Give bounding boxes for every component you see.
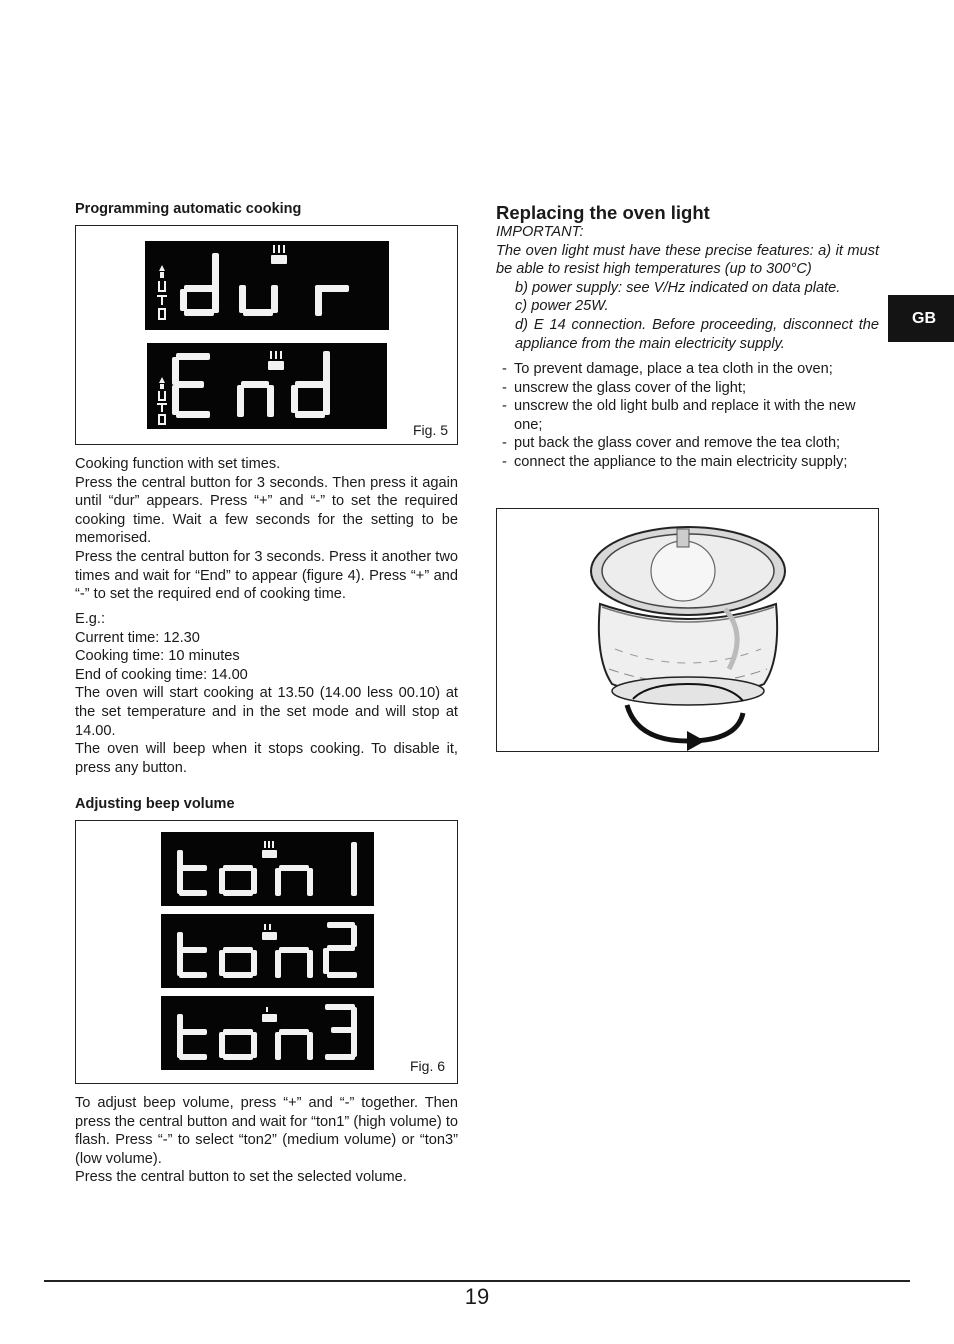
lcd-display-dur — [145, 241, 389, 330]
paragraph: Press the central button for 3 seconds. Press it another two times and wait for “End” to appear (figure 4). Press “+” and “-” to set the required end of cooking time. — [75, 548, 458, 603]
section-heading-oven-light: Replacing the oven light — [496, 202, 710, 223]
important-line: b) power supply: see V/Hz indicated on data plate. — [515, 279, 841, 296]
paragraph: Cooking function with set times. — [75, 456, 281, 472]
list-item: - To prevent damage, place a tea cloth in the oven; — [496, 360, 879, 379]
paragraph: The oven will beep when it stops cooking. To disable it, press any button. — [75, 741, 458, 776]
paragraph: Cooking time: 10 minutes — [75, 648, 240, 665]
oven-light-figure — [496, 508, 879, 752]
steps-list — [496, 360, 879, 472]
paragraph: Press the central button to set the selected volume. — [75, 1169, 407, 1186]
segment-text-ton1 — [161, 832, 374, 906]
paragraph: E.g.: — [75, 611, 106, 627]
oven-light-illustration — [497, 509, 878, 751]
figure-label: Fig. 5 — [413, 422, 449, 438]
section-heading-beep: Adjusting beep volume — [75, 796, 235, 812]
list-item: - connect the appliance to the main electricity supply; — [496, 453, 879, 472]
list-item: - unscrew the old light bulb and replace it with the new one; — [496, 397, 879, 434]
important-notes — [496, 223, 879, 353]
page-number: 19 — [464, 1284, 490, 1309]
figure-label: Fig. 6 — [410, 1058, 446, 1074]
important-line: d) E 14 connection. Before proceeding, disconnect the appliance from the main electricity supply. — [515, 316, 879, 352]
paragraph: The oven will start cooking at 13.50 (14.00 less 00.10) at the set temperature and in the set mode and will stop at 14.00. — [75, 685, 458, 739]
segment-text-ton3 — [161, 996, 374, 1070]
segment-text-end — [147, 343, 387, 429]
list-item: - unscrew the glass cover of the light; — [496, 379, 879, 398]
paragraph: End of cooking time: 14.00 — [75, 666, 248, 683]
important-line: c) power 25W. — [515, 298, 609, 315]
lcd-display-ton1 — [161, 832, 374, 906]
figure-5 — [75, 225, 458, 445]
lcd-display-ton3 — [161, 996, 374, 1070]
list-item: - put back the glass cover and remove the tea cloth; — [496, 434, 879, 453]
section-heading-programming: Programming automatic cooking — [75, 201, 302, 217]
beep-text — [75, 1094, 458, 1187]
language-tab: GB — [888, 295, 954, 342]
important-label: IMPORTANT: — [496, 224, 584, 240]
paragraph: To adjust beep volume, press “+” and “-” together. Then press the central button and wait for “ton1” (high volume) to flash. Press “-” to select “ton2” (medium volume) or “ton3” (low volume). — [75, 1095, 458, 1167]
programming-text — [75, 455, 458, 604]
lcd-display-ton2 — [161, 914, 374, 988]
example-text — [75, 610, 458, 777]
paragraph: Press the central button for 3 seconds. Then press it again until “dur” appears. Press “+” and “-” to set the required cooking time. Wait a few seconds for the setting to be memorised. — [75, 474, 458, 547]
segment-text-ton2 — [161, 914, 374, 988]
footer-rule — [44, 1280, 910, 1282]
figure-6 — [75, 820, 458, 1084]
lcd-display-end — [147, 343, 387, 429]
important-line: The oven light must have these precise features: a) it must be able to resist high temperatures (up to 300°C) — [496, 242, 879, 278]
segment-text-dur — [145, 241, 389, 330]
paragraph: Current time: 12.30 — [75, 629, 200, 646]
